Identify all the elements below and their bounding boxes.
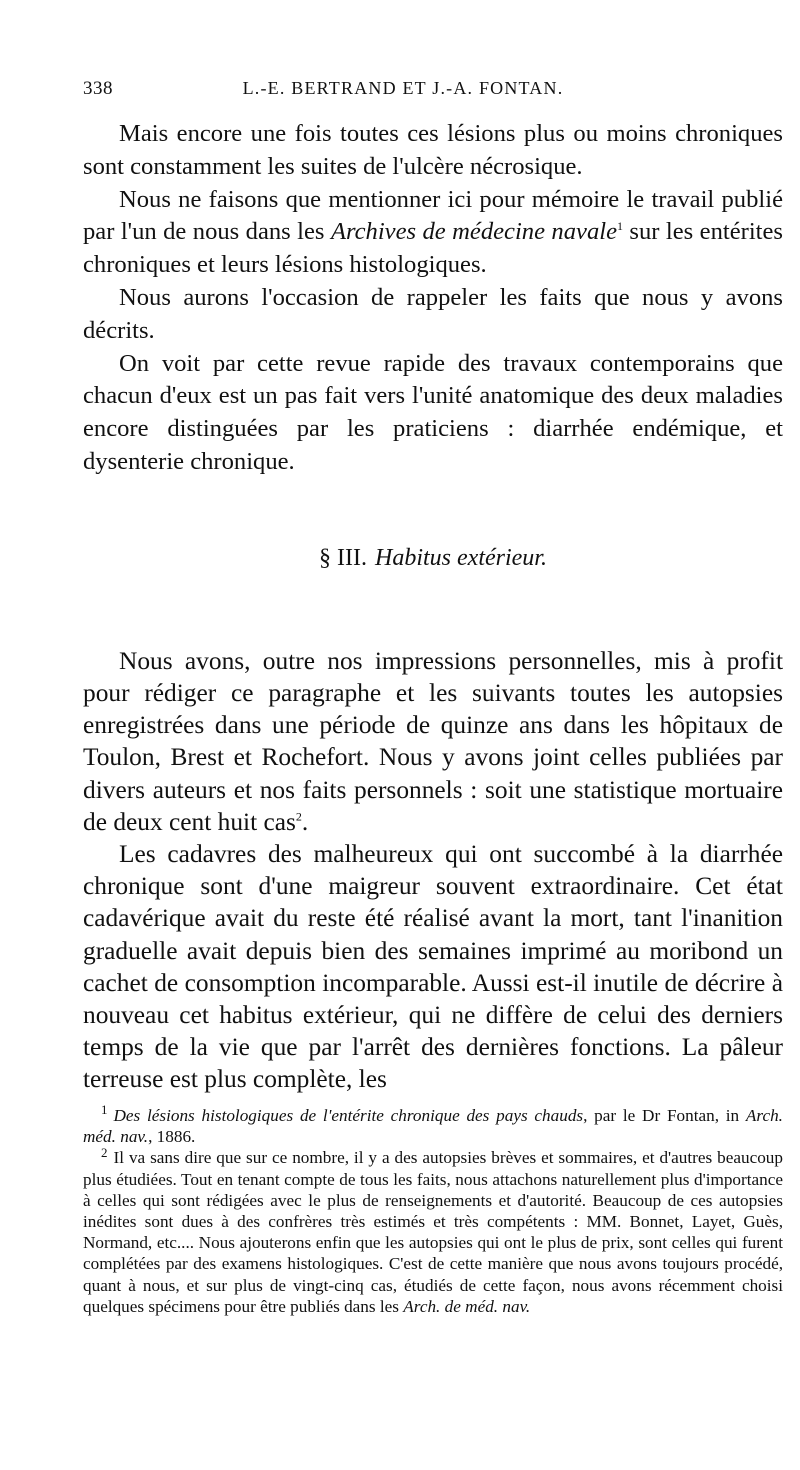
footnote [83, 1102, 783, 1147]
paragraph [83, 838, 783, 1096]
text-run: sur les entérites chroniques et leurs lésions histologiques. [83, 218, 783, 279]
footnote-mark: 2 [101, 1144, 108, 1160]
italic-text: Arch. méd. nav. [83, 1106, 783, 1147]
paragraph [83, 184, 783, 282]
page [83, 78, 783, 1096]
footnote-reference: 1 [617, 219, 623, 234]
body-text-top [83, 118, 783, 479]
text-run: Mais encore une fois toutes ces lésions plus ou moins chroniques sont constamment les suites de l'ulcère nécrosique. [83, 120, 783, 180]
italic-text: Arch. de méd. nav. [403, 1296, 531, 1316]
running-head [83, 78, 783, 108]
section-title: Habitus extérieur. [375, 544, 547, 571]
text-run: Les cadavres des malheureux qui ont succombé à la diarrhée chronique sont d'une maigreur souvent extraordinaire. Cet état cadavérique avait du reste été réalisé avant la mort, tant l'inanition graduelle avait depuis bien des semaines imprimé au moribond un cachet de consomption incomparable. Aussi est-il inutile de décrire à nouveau cet habitus extérieur, qui ne diffère de celui des derniers temps de la vie que par l'arrêt des dernières fonctions. La pâleur terreuse est plus complète, les [83, 839, 783, 1094]
italic-text: Archives de médecine navale [330, 218, 617, 246]
paragraph [83, 348, 783, 479]
section-number: § III. [319, 544, 367, 571]
page-number: 338 [83, 78, 113, 99]
italic-text: Des lésions histologiques de l'entérite chronique des pays chauds [113, 1106, 584, 1125]
text-run: , par le Dr Fontan, in [583, 1106, 746, 1125]
footnotes [83, 1102, 783, 1317]
text-run: , 1886. [148, 1127, 196, 1147]
text-run: Nous ne faisons que mentionner ici pour mémoire le travail publié par l'un de nous dans les [83, 185, 783, 246]
text-run: . [301, 807, 309, 836]
section-heading [83, 545, 783, 577]
footnote [83, 1144, 783, 1317]
text-run: Nous avons, outre nos impressions personnelles, mis à profit pour rédiger ce paragraphe et les suivants toutes les autopsies enregistrées dans une période de quinze ans dans les hôpitaux de Toulon, Brest et Rochefort. Nous y avons joint celles publiées par divers auteurs et nos faits personnels : soit une statistique mortuaire de deux cent huit cas [83, 646, 783, 836]
text-run: Il va sans dire que sur ce nombre, il y a des autopsies brèves et sommaires, et d'autres beaucoup plus étudiées. Tout en tenant compte de tous les faits, nous attachons naturellement plus d'importance à celles qui sont rédigées avec le plus de renseignements et d'autorité. Beaucoup de ces autopsies inédites sont dues à des confrères très estimés et très compétents : MM. Bonnet, Layet, Guès, Normand, etc.... Nous ajouterons enfin que les autopsies qui ont le plus de prix, sont celles qui furent complétées par des examens histologiques. C'est de cette manière que nous avons toujours procédé, quant à nous, et sur plus de vingt-cinq cas, étudiés de cette façon, nous avons récemment choisi quelques spécimens pour être publiés dans les [83, 1148, 783, 1316]
body-text-bottom [83, 645, 783, 1096]
running-title: L.-E. BERTRAND ET J.-A. FONTAN. [242, 78, 564, 98]
paragraph [83, 645, 783, 838]
paragraph [83, 282, 783, 348]
footnote-mark: 1 [101, 1102, 108, 1118]
footnote-reference: 2 [295, 809, 302, 824]
text-run: Nous aurons l'occasion de rappeler les faits que nous y avons décrits. [83, 283, 783, 344]
paragraph [83, 118, 783, 184]
text-run: On voit par cette revue rapide des travaux contemporains que chacun d'eux est un pas fait vers l'unité anatomique des deux maladies encore distinguées par les praticiens : diarrhée endémique, et dysenterie chronique. [83, 349, 783, 475]
